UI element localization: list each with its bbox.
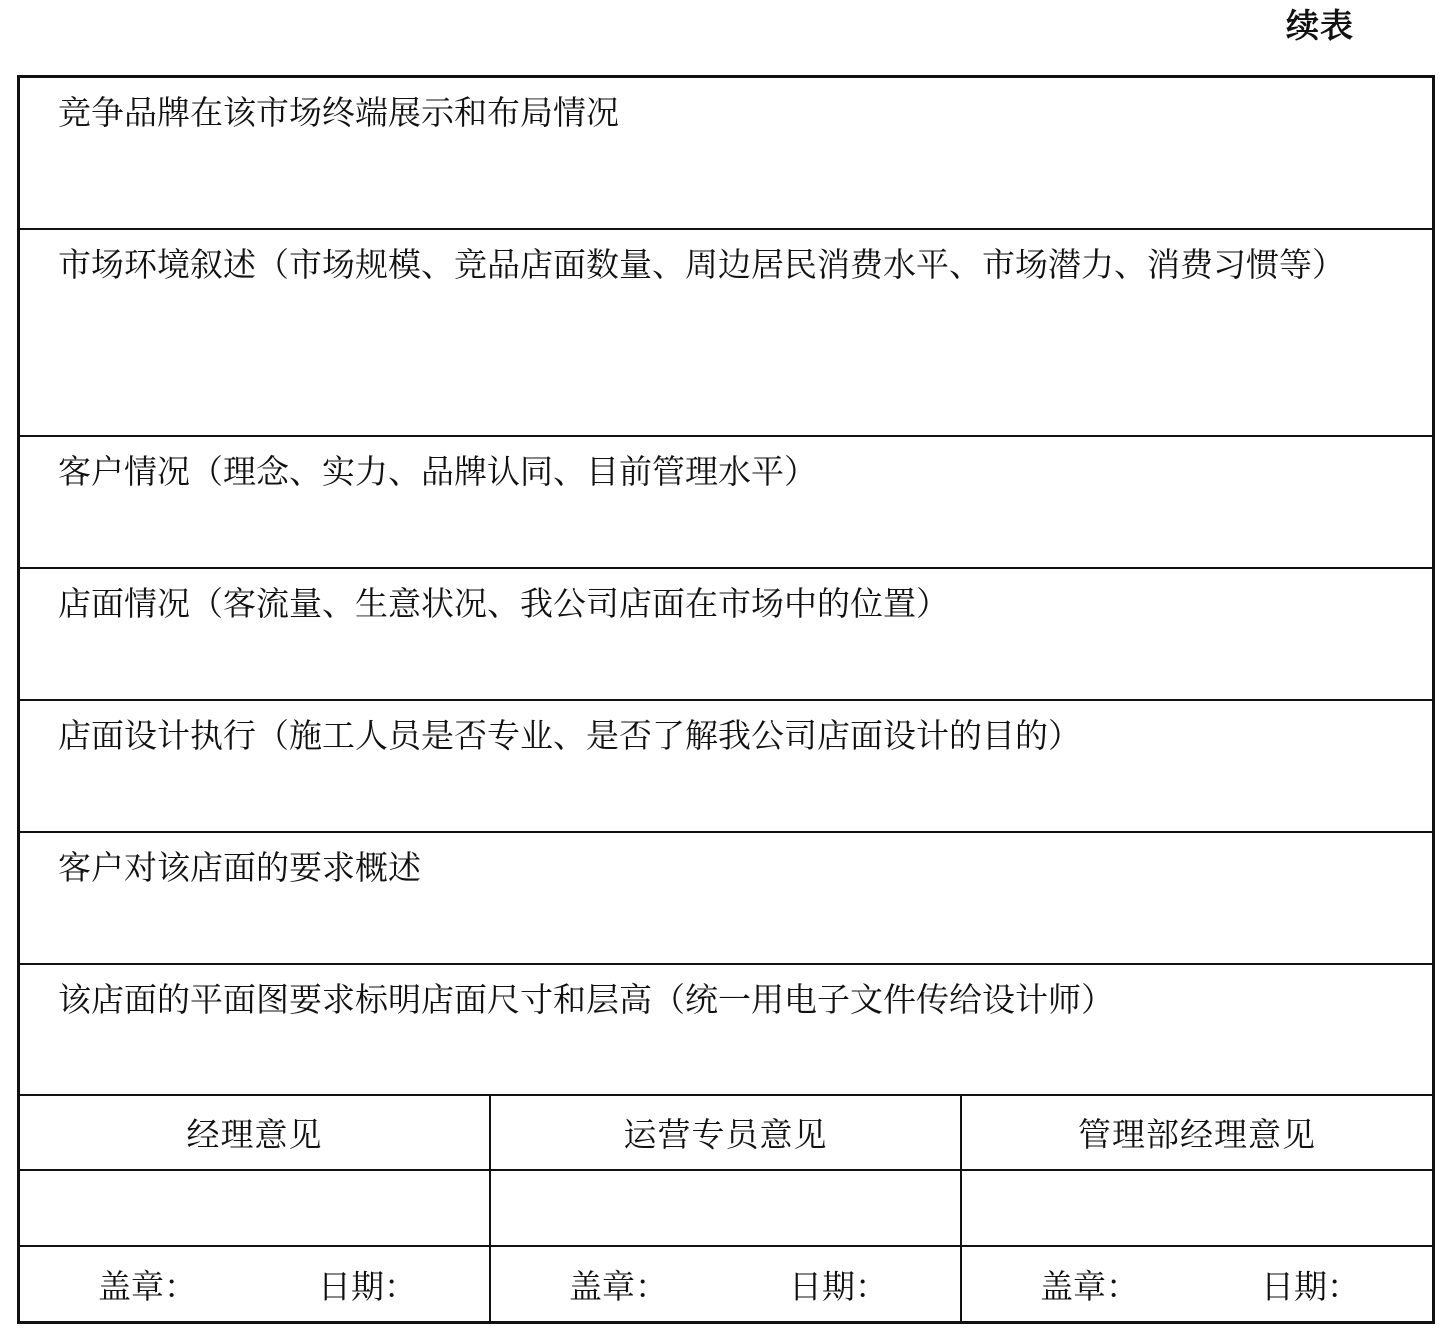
section-label: 该店面的平面图要求标明店面尺寸和层高（统一用电子文件传给设计师） [58,980,1114,1019]
seal-label: 盖章： [1040,1266,1139,1306]
opinion-header-operations-specialist: 运营专员意见 [491,1096,962,1171]
section-store-situation [20,569,1432,701]
section-competitor-display [20,78,1432,230]
section-label: 店面情况（客流量、生意状况、我公司店面在市场中的位置） [58,584,949,623]
section-label: 市场环境叙述（市场规模、竞品店面数量、周边居民消费水平、市场潜力、消费习惯等） [58,245,1345,284]
seal-label: 盖章： [569,1266,668,1306]
seal-label: 盖章： [98,1266,197,1306]
section-customer-requirements [20,833,1432,965]
date-label: 日期： [789,1266,888,1306]
signature-cell-operations-specialist [491,1247,962,1321]
date-label: 日期： [1261,1266,1360,1306]
store-survey-form-table [17,75,1435,1324]
section-label: 客户对该店面的要求概述 [58,848,421,887]
opinion-header-manager: 经理意见 [20,1096,491,1171]
table-continued-caption: 续表 [1286,6,1354,45]
section-market-environment [20,230,1432,437]
date-label: 日期： [318,1266,417,1306]
section-customer-situation [20,437,1432,569]
section-label: 客户情况（理念、实力、品牌认同、目前管理水平） [58,452,817,491]
section-label: 店面设计执行（施工人员是否专业、是否了解我公司店面设计的目的） [58,716,1081,755]
opinion-field-manager[interactable] [20,1171,491,1247]
signature-cell-admin-manager [962,1247,1432,1321]
opinion-grid [20,1096,1432,1321]
section-label: 竞争品牌在该市场终端展示和布局情况 [58,93,619,132]
signature-cell-manager [20,1247,491,1321]
opinion-header-admin-manager: 管理部经理意见 [962,1096,1432,1171]
opinion-field-operations-specialist[interactable] [491,1171,962,1247]
section-store-design-execution [20,701,1432,833]
section-floor-plan-requirements [20,965,1432,1096]
opinion-field-admin-manager[interactable] [962,1171,1432,1247]
